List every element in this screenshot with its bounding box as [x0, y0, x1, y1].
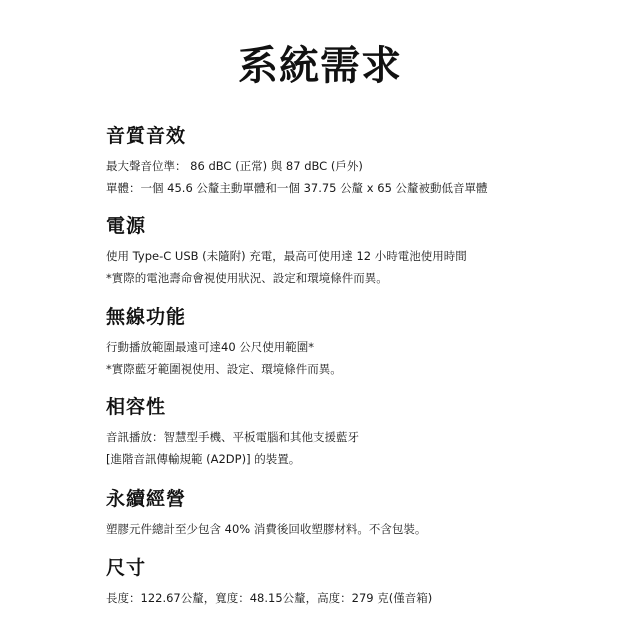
section-wireless [106, 304, 566, 380]
section-heading: 永續經營 [106, 488, 187, 510]
section-sustainability [106, 486, 566, 540]
section-line: 長度：122.67公釐，寬度：48.15公釐，高度：279 克(僅音箱) [106, 591, 433, 605]
section-compatibility [106, 394, 566, 470]
section-line: 單體：一個 45.6 公釐主動單體和一個 37.75 公釐 x 65 公釐被動低音單體 [106, 181, 488, 195]
section-audio [106, 123, 566, 199]
section-power [106, 213, 566, 289]
section-line: 音訊播放：智慧型手機、平板電腦和其他支援藍牙 [106, 430, 359, 444]
section-line: 最大聲音位準： 86 dBC (正常) 與 87 dBC (戶外) [106, 159, 363, 173]
section-line: 塑膠元件總計至少包含 40% 消費後回收塑膠材料。不含包裝。 [106, 522, 427, 536]
section-dimensions [106, 555, 566, 609]
section-heading: 尺寸 [106, 557, 147, 579]
section-heading: 電源 [106, 215, 147, 237]
section-line: [進階音訊傳輸規範 (A2DP)] 的裝置。 [106, 452, 301, 466]
page-title: 系統需求 [238, 43, 402, 89]
section-line: 使用 Type-C USB (未隨附) 充電，最高可使用達 12 小時電池使用時間 [106, 249, 467, 263]
section-heading: 無線功能 [106, 306, 187, 328]
section-heading: 相容性 [106, 396, 167, 418]
section-line: 行動播放範圍最遠可達40 公尺使用範圍* [106, 340, 315, 354]
section-line: *實際藍牙範圍視使用、設定、環境條件而異。 [106, 362, 342, 376]
section-line: *實際的電池壽命會視使用狀況、設定和環境條件而異。 [106, 271, 388, 285]
section-heading: 音質音效 [106, 125, 187, 147]
